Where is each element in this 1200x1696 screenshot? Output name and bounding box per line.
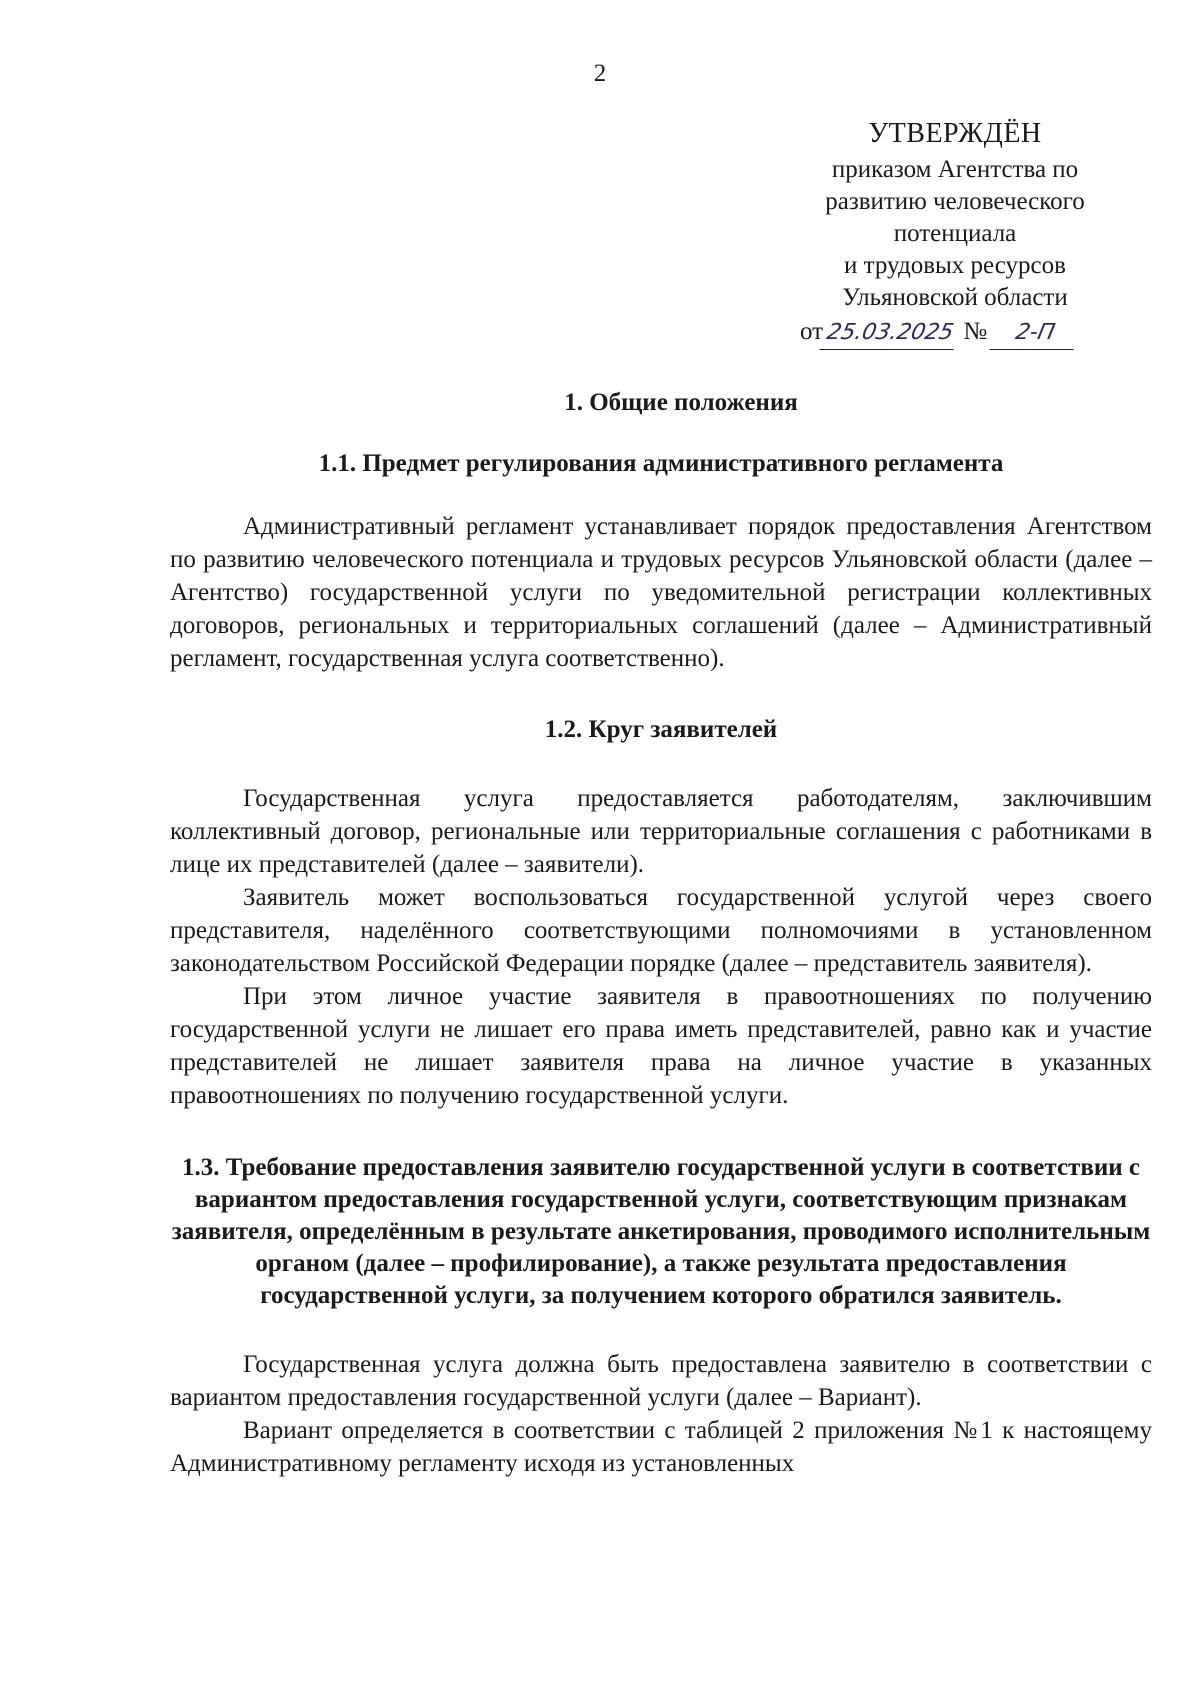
paragraph: Заявитель может воспользоваться государственной услугой через своего представителя, наделённого соответствующими полномочиями в установленном законодательством Российской Федерации порядке (далее – представитель заявителя).: [170, 884, 1152, 977]
number-prefix: №: [963, 318, 988, 345]
approval-line: приказом Агентства по: [831, 156, 1079, 183]
approval-line: развитию человеческого: [825, 188, 1085, 215]
approval-line: и трудовых ресурсов: [844, 252, 1066, 279]
approval-line: потенциала: [893, 220, 1017, 247]
paragraph: Административный регламент устанавливает порядок предоставления Агентством по развитию человеческого потенциала и трудовых ресурсов Ульяновской области (далее – Агентство) государственной услуги по уведомительной регистрации коллективных договоров, региональных и территориальных соглашений (далее – Административный регламент, государственная услуга соответственно).: [170, 513, 1152, 672]
section-1-title: 1. Общие положения: [564, 389, 798, 416]
date-prefix: от: [800, 318, 824, 345]
paragraph: Государственная услуга должна быть предоставлена заявителю в соответствии с вариантом предоставления государственной услуги (далее – Вариант).: [170, 1351, 1152, 1411]
handwritten-date: 25.03.2025: [820, 317, 961, 350]
paragraph: Вариант определяется в соответствии с таблицей 2 приложения №1 к настоящему Административному регламенту исходя из установленных: [170, 1417, 1152, 1477]
section-1-1-title: 1.1. Предмет регулирования административного регламента: [318, 450, 1004, 477]
handwritten-number: 2-П: [990, 317, 1081, 350]
order-date-number-line: [790, 316, 1120, 350]
approval-stamp-block: [790, 118, 1120, 350]
paragraph: При этом личное участие заявителя в правоотношениях по получению государственной услуги не лишает его права иметь представителей, равно как и участие представителей не лишает заявителя права на личное участие в указанных правоотношениях по получению государственной услуги.: [170, 983, 1152, 1109]
paragraph: Государственная услуга предоставляется работодателям, заключившим коллективный договор, региональные или территориальные соглашения с работниками в лице их представителей (далее – заявители).: [170, 785, 1152, 878]
section-1-3-title: 1.3. Требование предоставления заявителю государственной услуги в соответствии с вариантом предоставления государственной услуги, соответствующим признакам заявителя, определённым в результате анкетирования, проводимого исполнительным органом (далее – профилирование), а также результата предоставления государственной услуги, за получением которого обратился заявитель.: [171, 1154, 1151, 1309]
approval-line: Ульяновской области: [842, 284, 1068, 311]
page-number: 2: [593, 60, 607, 87]
document-body: [170, 386, 1152, 1480]
approval-title: УТВЕРЖДЁН: [868, 118, 1042, 149]
section-1-2-title: 1.2. Круг заявителей: [544, 716, 778, 743]
